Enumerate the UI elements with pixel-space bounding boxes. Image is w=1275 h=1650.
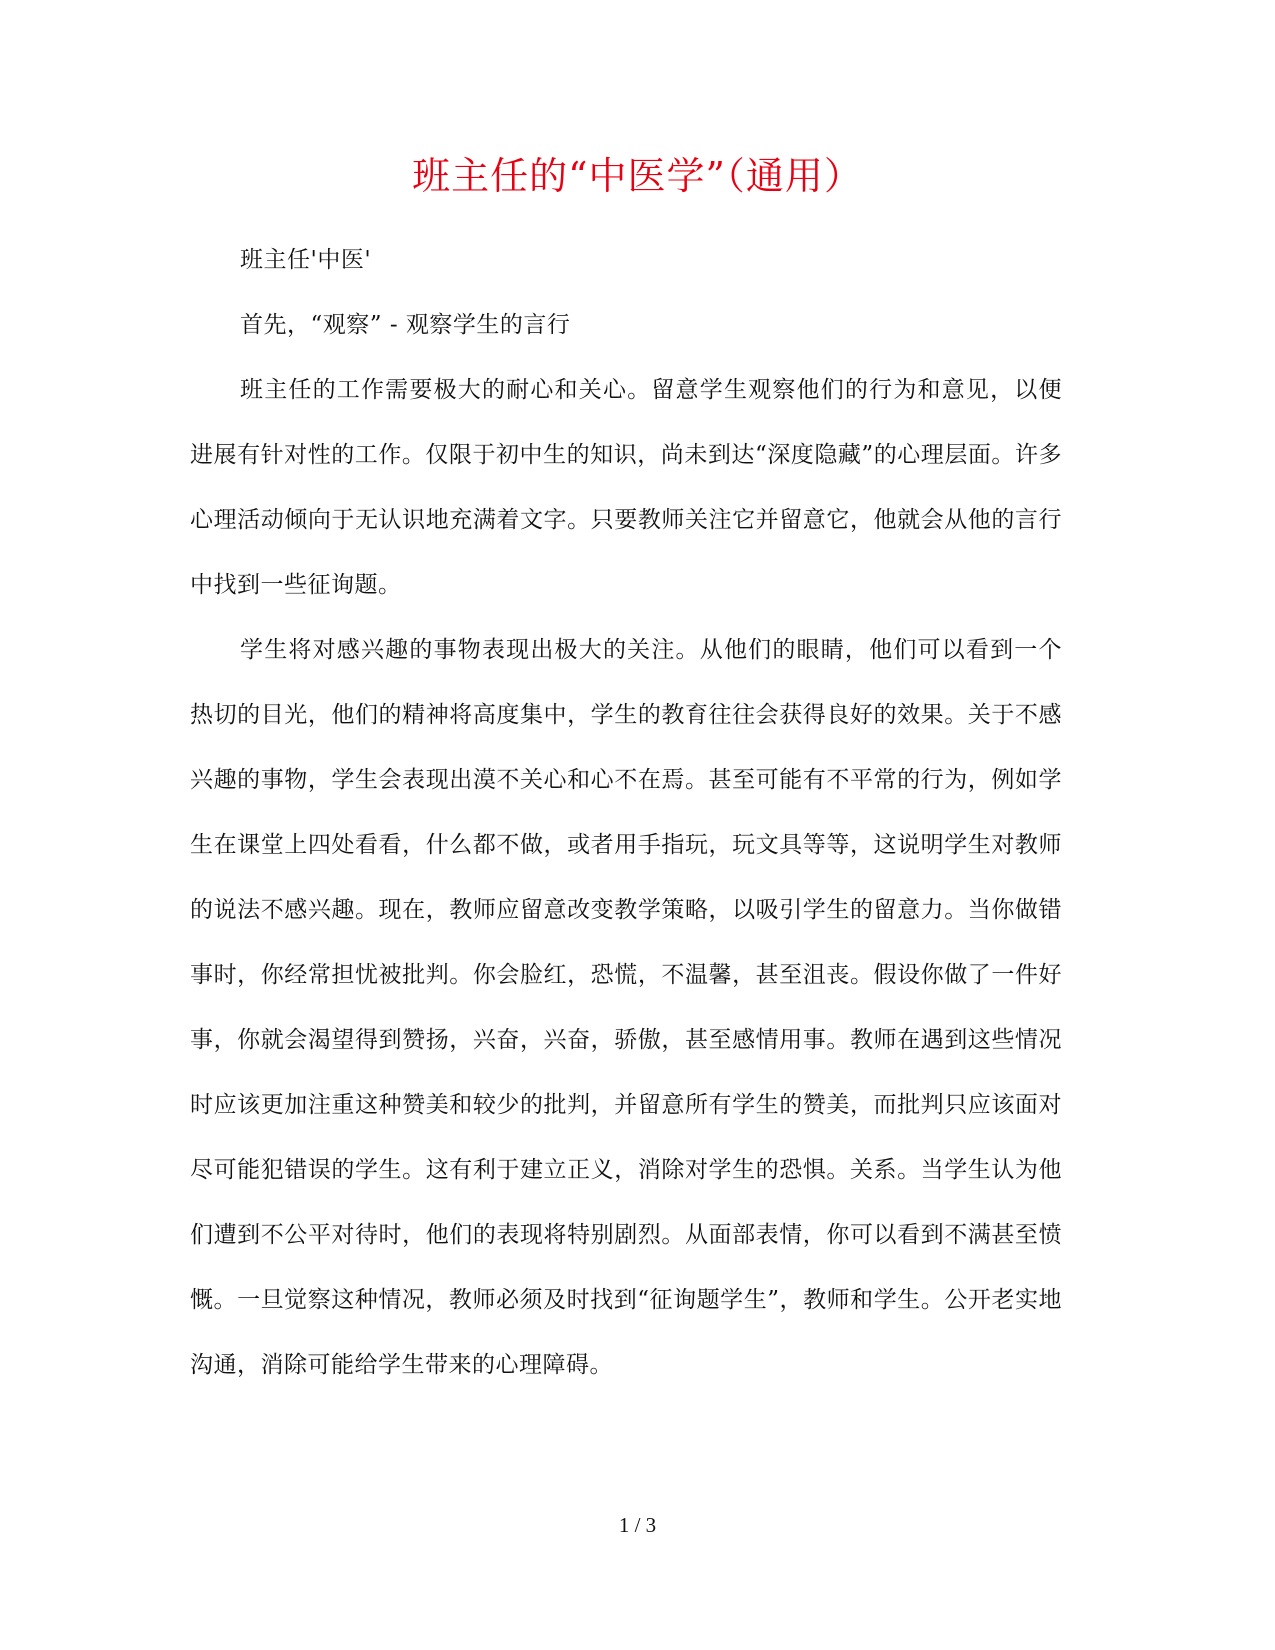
body-paragraph: 学生将对感兴趣的事物表现出极大的关注。从他们的眼睛，他们可以看到一个热切的目光，他们的精神将高度集中，学生的教育往往会获得良好的效果。关于不感兴趣的事物，学生会表现出漠不关心和心不在焉。甚至可能有不平常的行为，例如学生在课堂上四处看看，什么都不做，或者用手指玩，玩文具等等，这说明学生对教师的说法不感兴趣。现在，教师应留意改变教学策略，以吸引学生的留意力。当你做错事时，你经常担忧被批判。你会脸红，恐慌，不温馨，甚至沮丧。假设你做了一件好事，你就会渴望得到赞扬，兴奋，兴奋，骄傲，甚至感情用事。教师在遇到这些情况时应该更加注重这种赞美和较少的批判，并留意所有学生的赞美，而批判只应该面对尽可能犯错误的学生。这有利于建立正义，消除对学生的恐惧。关系。当学生认为他们遭到不公平对待时，他们的表现将特别剧烈。从面部表情，你可以看到不满甚至愤慨。一旦觉察这种情况，教师必须及时找到“征询题学生”，教师和学生。公开老实地沟通，消除可能给学生带来的心理障碍。 xyxy=(190,637,1062,1378)
subsection-heading: 首先，“观察” - 观察学生的言行 xyxy=(240,312,571,338)
section-heading: 班主任'中医' xyxy=(240,247,372,273)
document-title: 班主任的“中医学”（通用） xyxy=(412,154,863,198)
document-body xyxy=(190,228,1062,1398)
page-number: 1 / 3 xyxy=(618,1513,657,1537)
body-paragraph: 班主任的工作需要极大的耐心和关心。留意学生观察他们的行为和意见，以便进展有针对性的工作。仅限于初中生的知识，尚未到达“深度隐藏”的心理层面。许多心理活动倾向于无认识地充满着文字。只要教师关注它并留意它，他就会从他的言行中找到一些征询题。 xyxy=(190,377,1062,598)
